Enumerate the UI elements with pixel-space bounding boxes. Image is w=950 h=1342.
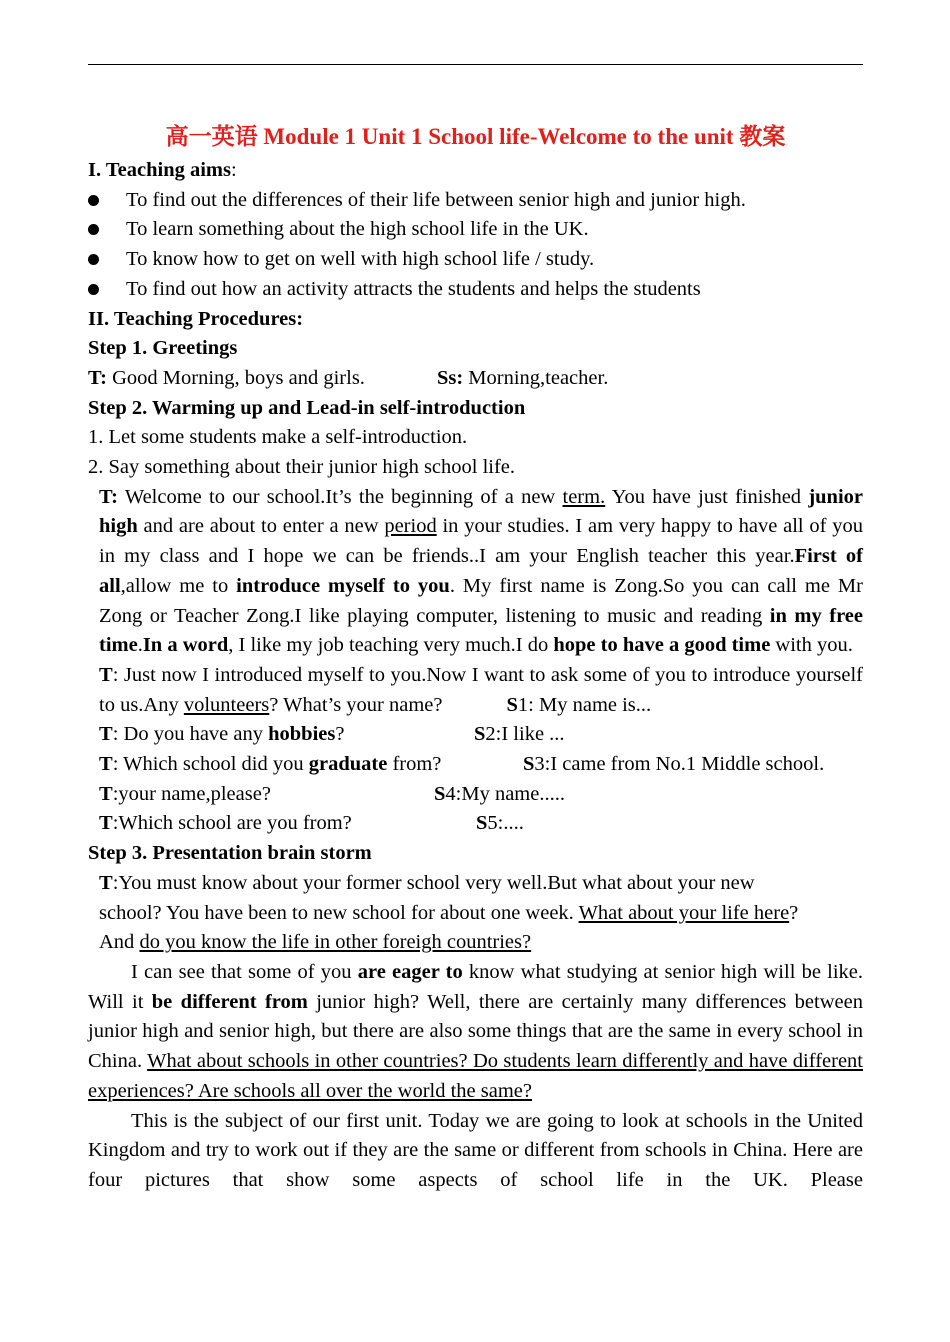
step2-item-2: 2. Say something about their junior high school life. xyxy=(88,456,516,479)
bullet-dot-icon xyxy=(88,195,99,206)
dialog-line: T: Which school did you graduate from? S3:I came from No.1 Middle school. xyxy=(99,753,825,776)
section-heading-aims: I. Teaching aims: xyxy=(88,159,237,181)
subject-paragraph: This is the subject of our first unit. Today we are going to look at schools in the United Kingdom and try to work out if they are the same or different from schools in China. Here are four pictures that show some aspects of school life in the UK. Please xyxy=(88,1109,863,1191)
step2-heading: Step 2. Warming up and Lead-in self-introduction xyxy=(88,396,526,419)
step2-item-1: 1. Let some students make a self-introduction. xyxy=(88,426,468,449)
aim-item: To learn something about the high school life in the UK. xyxy=(88,215,863,245)
document-title: 高一英语 Module 1 Unit 1 School life-Welcome to the unit 教案 xyxy=(165,124,786,149)
section-heading-procedures: II. Teaching Procedures: xyxy=(88,307,304,330)
brainstorm-paragraph: T:You must know about your former school very well.But what about your new school? You have been to new school for about one week. What about your life here? And do you know the life in other foreigh countries? xyxy=(99,871,799,954)
teacher-intro-paragraph: T: Welcome to our school.It’s the beginning of a new term. You have just finished junior high and are about to enter a new period in your studies. I am very happy to have all of you in my class and I hope we can be friends..I am your English teacher this year.First of all,allow me to introduce myself to you. My first name is Zong.So you can call me Mr Zong or Teacher Zong.I like playing computer, listening to music and reading in my free time.In a word, I like my job teaching very much.I do hope to have a good time with you. xyxy=(99,485,863,657)
step3-heading: Step 3. Presentation brain storm xyxy=(88,842,372,865)
bullet-dot-icon xyxy=(88,254,99,265)
volunteer-paragraph: T: Just now I introduced myself to you.Now I want to ask some of you to introduce yourself to us.Any volunteers? What’s your name? S1: My name is... xyxy=(99,663,863,716)
header-rule xyxy=(88,64,863,65)
aim-item: To find out how an activity attracts the students and helps the students xyxy=(88,275,863,305)
differences-paragraph: I can see that some of you are eager to know what studying at senior high will be like. Will it be different from junior high? Well, there are certainly many differences between junior high and senior high, but there are also some things that are the same in every school in China. What about schools in other countries? Do students learn differently and have different experiences? Are schools all over the world the same? xyxy=(88,960,864,1102)
greeting-line: T: Good Morning, boys and girls. Ss: Morning,teacher. xyxy=(88,366,609,389)
dialog-line: T: Do you have any hobbies? S2:I like ... xyxy=(99,723,565,746)
aim-item: To know how to get on well with high school life / study. xyxy=(88,245,863,275)
step1-heading: Step 1. Greetings xyxy=(88,337,238,360)
bullet-dot-icon xyxy=(88,284,99,295)
dialog-line: T:Which school are you from? S5:.... xyxy=(99,812,524,835)
dialog-line: T:your name,please? S4:My name..... xyxy=(99,782,565,805)
document-body xyxy=(88,118,863,1196)
bullet-dot-icon xyxy=(88,224,99,235)
aim-item: To find out the differences of their life between senior high and junior high. xyxy=(88,186,863,216)
